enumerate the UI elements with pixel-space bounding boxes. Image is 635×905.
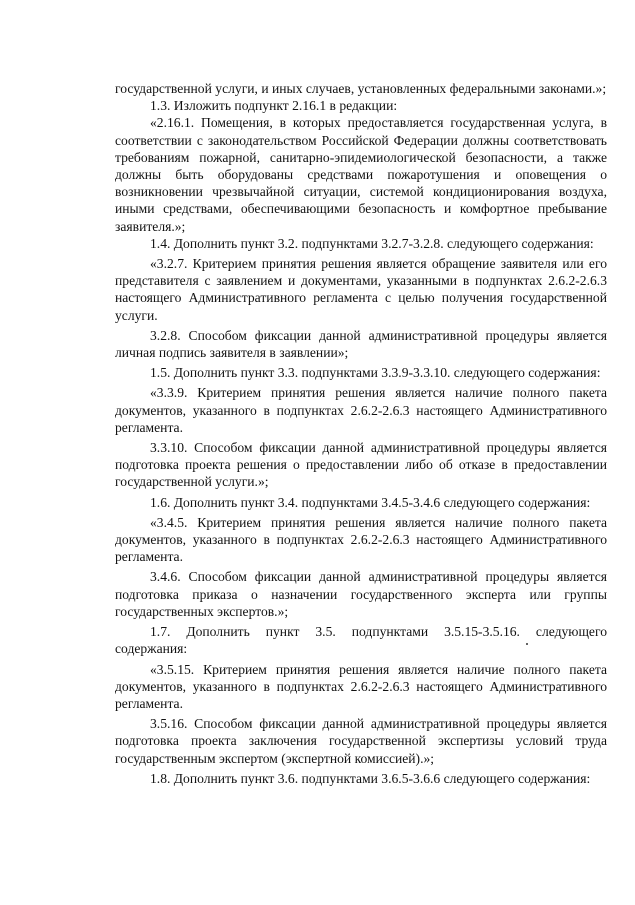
paragraph-item-1-6: 1.6. Дополнить пункт 3.4. подпунктами 3.4.5-3.4.6 следующего содержания:: [150, 494, 591, 510]
paragraph-item-1-3: 1.3. Изложить подпункт 2.16.1 в редакции:: [150, 98, 398, 114]
paragraph-3-2-8: 3.2.8. Способом фиксации данной административной процедуры является личная подпись заявителя в заявлении»;: [115, 327, 607, 361]
paragraph-item-1-7: 1.7. Дополнить пункт 3.5. подпунктами 3.5.15-3.5.16. следующего содержания:: [115, 624, 607, 657]
paragraph-3-4-5: «3.4.5. Критерием принятия решения является наличие полного пакета документов, указанного в подпунктах 2.6.2-2.6.3 настоящего Административного регламента.: [115, 514, 607, 565]
paragraph-item-1-4: 1.4. Дополнить пункт 3.2. подпунктами 3.2.7-3.2.8. следующего содержания:: [150, 235, 594, 251]
paragraph-3-5-15: «3.5.15. Критерием принятия решения является наличие полного пакета документов, указанного в подпунктах 2.6.2-2.6.3 настоящего Административного регламента.: [115, 661, 607, 711]
paragraph-3-4-6: 3.4.6. Способом фиксации данной административной процедуры является подготовка приказа о назначении государственного эксперта или группы государственных экспертов.»;: [115, 569, 607, 619]
paragraph-continuation: государственной услуги, и иных случаев, установленных федеральными законами.»;: [115, 81, 607, 96]
scan-speck-dot: [526, 643, 528, 645]
paragraph-item-1-8: 1.8. Дополнить пункт 3.6. подпунктами 3.6.5-3.6.6 следующего содержания:: [150, 770, 591, 786]
document-body: [115, 80, 607, 787]
paragraph-3-2-7: «3.2.7. Критерием принятия решения является обращение заявителя или его представителя с заявлением и документами, указанными в подпунктах 2.6.2-2.6.3 настоящего Административного регламента с целью получения государственной услуги.: [115, 256, 607, 323]
paragraph-3-5-16: 3.5.16. Способом фиксации данной административной процедуры является подготовка проекта заключения государственной экспертизы условий труда государственным экспертом (экспертной комиссией).»;: [115, 716, 607, 766]
paragraph-3-3-9: «3.3.9. Критерием принятия решения является наличие полного пакета документов, указанного в подпунктах 2.6.2-2.6.3 настоящего Административного регламента.: [115, 385, 607, 435]
paragraph-3-3-10: 3.3.10. Способом фиксации данной административной процедуры является подготовка проекта решения о предоставлении либо об отказе в предоставлении государственной услуги.»;: [115, 440, 607, 490]
paragraph-2-16-1: «2.16.1. Помещения, в которых предоставляется государственная услуга, в соответствии с законодательством Российской Федерации должны соответствовать требованиям пожарной, санитарно-эпидемиологической безопасности, а также должны быть оборудованы средствами пожаротушения и оповещения о возникновении чрезвычайной ситуации, системой кондиционирования воздуха, иными средствами, обеспечивающими безопасность и комфортное пребывание заявителя.»;: [115, 115, 607, 234]
paragraph-item-1-5: 1.5. Дополнить пункт 3.3. подпунктами 3.3.9-3.3.10. следующего содержания:: [150, 365, 601, 381]
